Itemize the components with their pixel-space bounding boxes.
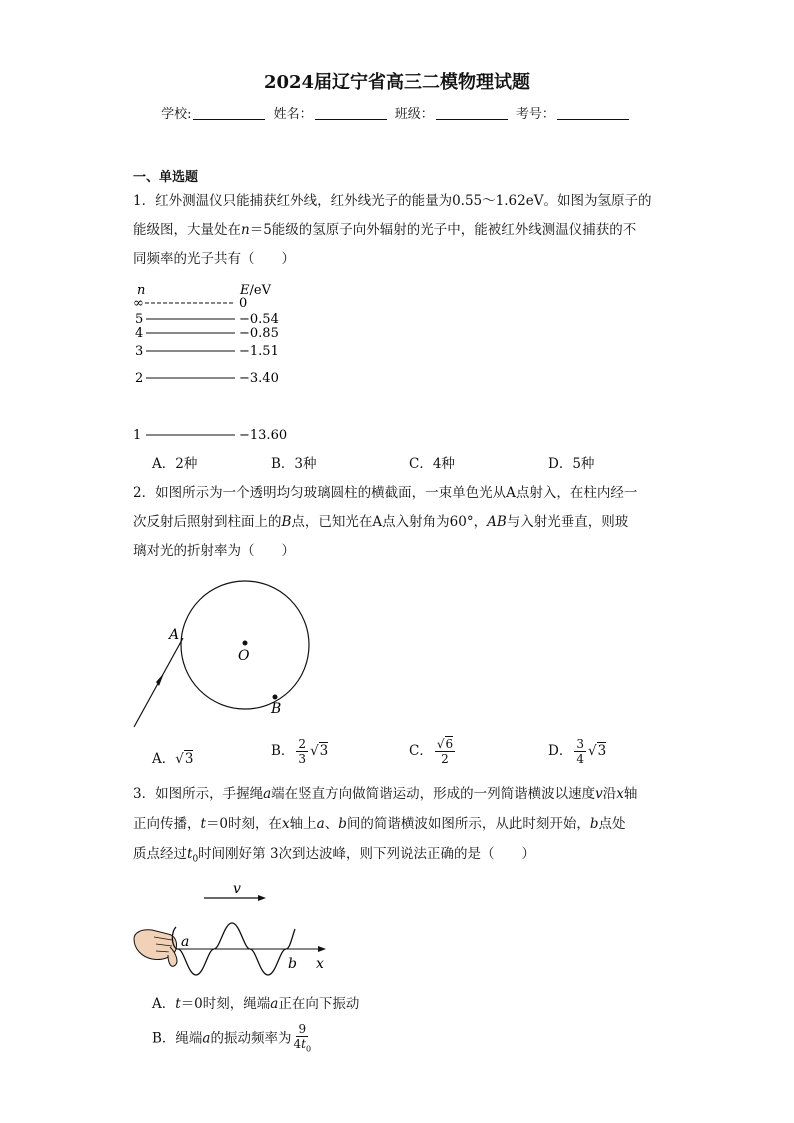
q1-option-c[interactable]: C．4种: [409, 456, 455, 472]
school-label: 学校:: [161, 107, 192, 122]
page-title: 2024届辽宁省高三二模物理试题: [263, 72, 531, 93]
q2-option-d[interactable]: D． $\frac{3}{4}$ √3: [548, 737, 607, 766]
exam-no-blank: [557, 107, 629, 120]
q3-line2: 正向传播，t＝0时刻，在x轴上a、b间的简谐横波如图所示，从此时刻开始，b点处: [133, 816, 626, 832]
q2-option-a[interactable]: A．√3: [152, 751, 194, 767]
center-point-o: [243, 641, 248, 646]
q3-option-b[interactable]: B．绳端a的振动频率为 $\frac{9}{4t_0}$: [152, 1022, 312, 1054]
level-n-3: 3: [135, 344, 144, 359]
name-blank: [315, 107, 387, 120]
name-label: 姓名：: [273, 107, 313, 122]
n-axis-label: n: [137, 283, 146, 298]
energy-level-diagram: [128, 280, 288, 445]
label-x: x: [316, 956, 324, 972]
level-n-1: 1: [133, 428, 142, 443]
q3-line3: 质点经过$t_0$时间刚好第 3次到达波峰，则下列说法正确的是（ ）: [133, 846, 536, 865]
q1-option-a[interactable]: A．2种: [152, 456, 198, 472]
q1-option-d[interactable]: D．5种: [548, 456, 595, 472]
level-n-5: 5: [135, 312, 144, 327]
q1-line3: 同频率的光子共有（ ）: [133, 251, 295, 267]
level-e-4: −0.85: [239, 326, 279, 341]
q2-option-b[interactable]: B． $\frac{2}{3}$ √3: [271, 737, 329, 766]
level-e-2: −3.40: [239, 371, 279, 386]
q1-line2: 能级图，大量处在n＝5能级的氢原子向外辐射的光子中，能被红外线测温仪捕获的不: [133, 222, 637, 238]
q2-line3: 璃对光的折射率为（ ）: [133, 543, 295, 559]
level-n-2: 2: [135, 371, 144, 386]
exam-no-label: 考号：: [515, 107, 555, 122]
x-axis-arrow-icon: [318, 946, 326, 952]
glass-cylinder-diagram: [128, 575, 328, 735]
q2-option-c[interactable]: C． $\frac{√6}{2}$: [409, 737, 454, 766]
level-e-inf: 0: [239, 296, 248, 311]
label-o: O: [238, 648, 250, 664]
label-b: B: [271, 701, 282, 717]
q3-option-a[interactable]: A．t＝0时刻，绳端a正在向下振动: [152, 996, 360, 1012]
label-v: v: [233, 881, 241, 897]
q2-line1: 2．如图所示为一个透明均匀玻璃圆柱的横截面，一束单色光从A点射入，在柱内经一: [133, 485, 638, 501]
point-b: [273, 695, 278, 700]
section-title: 一、单选题: [133, 170, 199, 185]
level-n-4: 4: [135, 326, 144, 341]
class-label: 班级：: [394, 107, 434, 122]
rope-wave-diagram: [132, 877, 337, 977]
q1-option-b[interactable]: B．3种: [271, 456, 317, 472]
class-blank: [436, 107, 508, 120]
label-a: a: [181, 934, 190, 950]
level-e-5: −0.54: [239, 312, 279, 327]
q1-line1: 1．红外测温仪只能捕获红外线，红外线光子的能量为0.55～1.62eV。如图为氢原子的: [133, 193, 652, 209]
level-e-3: −1.51: [239, 344, 279, 359]
level-n-inf: ∞: [133, 296, 144, 311]
velocity-arrow-head-icon: [258, 895, 266, 901]
energy-axis-label: E/eV: [240, 283, 271, 298]
student-info-line: [0, 103, 794, 122]
label-a: A: [169, 627, 180, 643]
q2-line2: 次反射后照射到柱面上的B点，已知光在A点入射角为60°，AB与入射光垂直，则玻: [133, 514, 629, 530]
level-e-1: −13.60: [239, 428, 288, 443]
label-b: b: [288, 956, 297, 972]
school-blank: [193, 107, 265, 120]
q3-line1: 3．如图所示，手握绳a端在竖直方向做简谐运动，形成的一列简谐横波以速度v沿x轴: [133, 786, 638, 802]
